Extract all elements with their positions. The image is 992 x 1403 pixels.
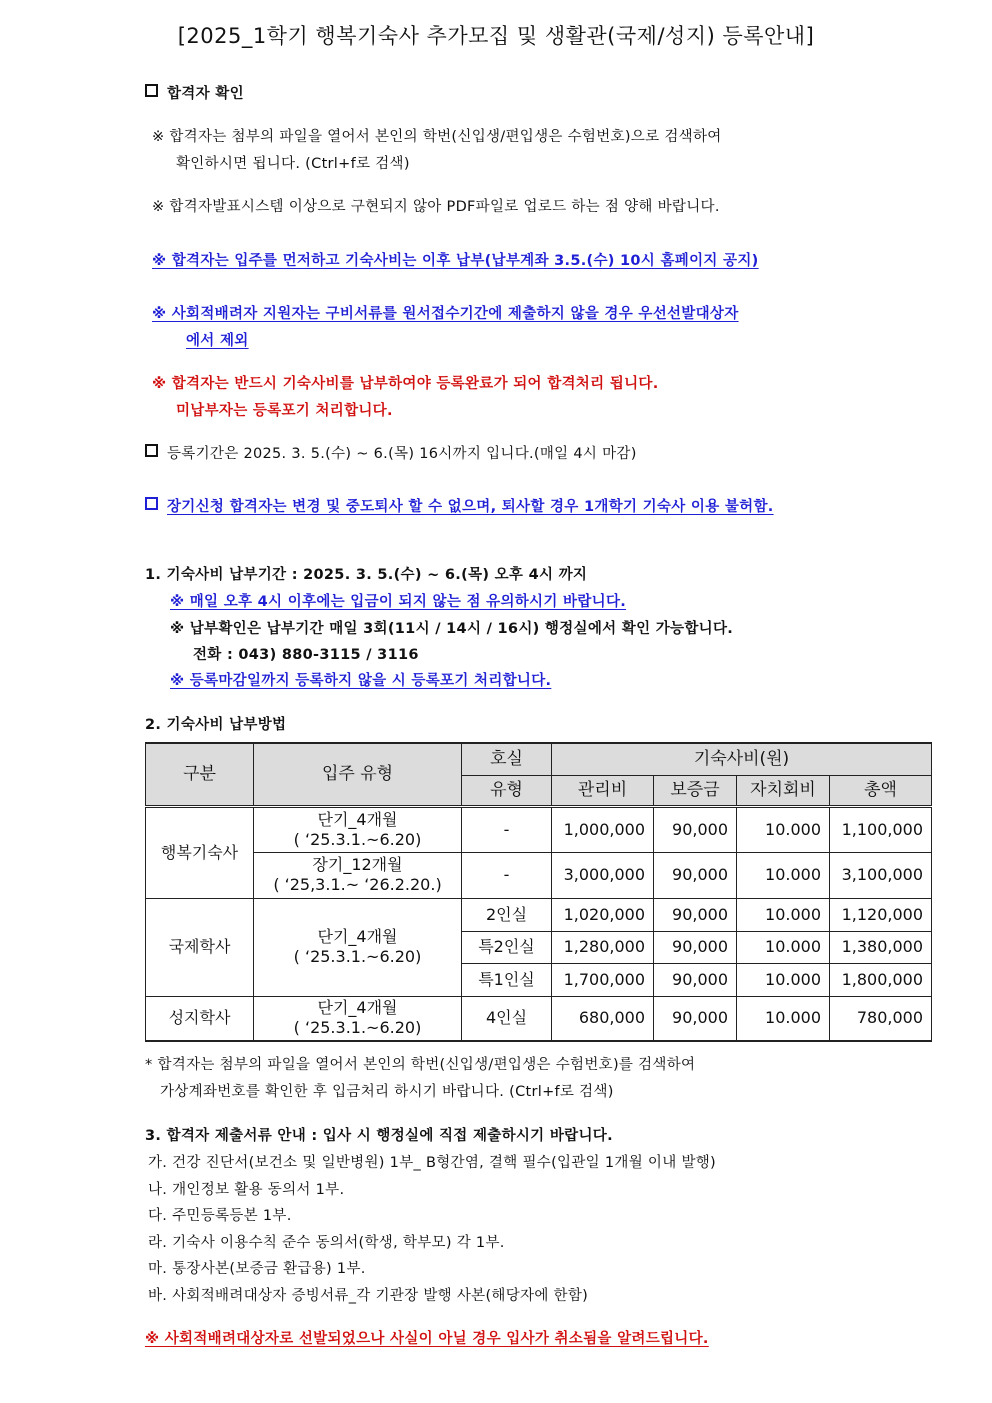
checkbox-square-icon — [145, 497, 158, 510]
header-dorm-fee: 기숙사비(원) — [552, 743, 932, 775]
checkbox-square-icon — [145, 444, 158, 457]
residence-type-name: 장기_12개월 — [312, 855, 403, 874]
header-room-type-line1: 호실 — [462, 743, 552, 775]
header-deposit: 보증금 — [654, 775, 737, 806]
note-search-line1: ※ 합격자는 첨부의 파일을 열어서 본인의 학번(신입생/편입생은 수험번호)으로 검색하여 — [152, 129, 722, 145]
documents-heading: 3. 합격자 제출서류 안내 : 입사 시 행정실에 직접 제출하시기 바랍니다. — [145, 1128, 613, 1144]
confirm-heading — [145, 82, 244, 103]
header-category: 구분 — [146, 743, 254, 806]
room-type-cell: - — [462, 806, 552, 852]
header-room-type-line2: 유형 — [462, 775, 552, 806]
council-fee-cell: 10.000 — [737, 963, 830, 996]
header-total: 총액 — [830, 775, 932, 806]
long-term-notice — [145, 495, 774, 516]
note-must-pay-line1: ※ 합격자는 반드시 기숙사비를 납부하여야 등록완료가 되어 합격처리 됩니다. — [152, 376, 659, 392]
management-fee-cell: 1,280,000 — [552, 931, 654, 963]
registration-deadline-note: ※ 등록마감일까지 등록하지 않을 시 등록포기 처리합니다. — [170, 673, 552, 689]
document-item: 마. 통장사본(보증금 환급용) 1부. — [148, 1261, 366, 1277]
total-cell: 3,100,000 — [830, 852, 932, 898]
header-management-fee: 관리비 — [552, 775, 654, 806]
total-cell: 1,120,000 — [830, 898, 932, 931]
payment-check-note: ※ 납부확인은 납부기간 매일 3회(11시 / 14시 / 16시) 행정실에서 확인 가능합니다. — [170, 621, 734, 637]
total-cell: 780,000 — [830, 996, 932, 1041]
total-cell: 1,100,000 — [830, 806, 932, 852]
registration-period-text: 등록기간은 2025. 3. 5.(수) ~ 6.(목) 16시까지 입니다.(매일 4시 마감) — [167, 446, 637, 462]
table-footnote-line1: * 합격자는 첨부의 파일을 열어서 본인의 학번(신입생/편입생은 수험번호)를 검색하여 — [145, 1057, 696, 1073]
deposit-cell: 90,000 — [654, 996, 737, 1041]
page-title: [2025_1학기 행복기숙사 추가모집 및 생활관(국제/성지) 등록안내] — [177, 24, 815, 48]
residence-type-name: 단기_4개월 — [317, 809, 398, 829]
room-type-cell: 특2인실 — [462, 931, 552, 963]
payment-deadline-note: ※ 매일 오후 4시 이후에는 입금이 되지 않는 점 유의하시기 바랍니다. — [170, 594, 627, 610]
room-type-cell: 2인실 — [462, 898, 552, 931]
note-social-care-line2: 에서 제외 — [186, 333, 249, 349]
table-row — [146, 996, 932, 1041]
category-happy-dorm: 행복기숙사 — [146, 806, 254, 898]
residence-type-cell — [254, 898, 462, 996]
council-fee-cell: 10.000 — [737, 852, 830, 898]
note-must-pay-line2: 미납부자는 등록포기 처리합니다. — [176, 403, 393, 419]
management-fee-cell: 1,020,000 — [552, 898, 654, 931]
office-phone: 전화 : 043) 880-3115 / 3116 — [193, 647, 419, 663]
residence-type-period: ( ‘25.3.1.~6.20) — [293, 947, 422, 966]
table-footnote-line2: 가상계좌번호를 확인한 후 입금처리 하시기 바랍니다. (Ctrl+f로 검색) — [160, 1084, 614, 1100]
note-search-line2: 확인하시면 됩니다. (Ctrl+f로 검색) — [176, 156, 410, 172]
management-fee-cell: 1,700,000 — [552, 963, 654, 996]
document-item: 라. 기숙사 이용수칙 준수 동의서(학생, 학부모) 각 1부. — [148, 1235, 505, 1251]
residence-type-period: ( ‘25.3.1.~6.20) — [293, 1018, 422, 1038]
residence-type-name: 단기_4개월 — [317, 998, 398, 1018]
document-item: 바. 사회적배려대상자 증빙서류_각 기관장 발행 사본(해당자에 한함) — [148, 1288, 589, 1304]
registration-period — [145, 442, 637, 463]
dormitory-fee-table — [145, 742, 932, 1042]
deposit-cell: 90,000 — [654, 963, 737, 996]
payment-period-heading: 1. 기숙사비 납부기간 : 2025. 3. 5.(수) ~ 6.(목) 오후 4시 까지 — [145, 567, 588, 583]
management-fee-cell: 680,000 — [552, 996, 654, 1041]
council-fee-cell: 10.000 — [737, 898, 830, 931]
category-seongji-hall: 성지학사 — [146, 996, 254, 1041]
residence-type-cell — [254, 996, 462, 1041]
residence-type-cell — [254, 806, 462, 852]
deposit-cell: 90,000 — [654, 852, 737, 898]
document-item: 가. 건강 진단서(보건소 및 일반병원) 1부_ B형간염, 결핵 필수(입관일 1개월 이내 발행) — [148, 1155, 717, 1171]
residence-type-cell — [254, 852, 462, 898]
note-social-care-line1: ※ 사회적배려자 지원자는 구비서류를 원서접수기간에 제출하지 않을 경우 우선선발대상자 — [152, 306, 739, 322]
residence-type-name: 단기_4개월 — [317, 927, 398, 946]
deposit-cell: 90,000 — [654, 931, 737, 963]
total-cell: 1,380,000 — [830, 931, 932, 963]
council-fee-cell: 10.000 — [737, 996, 830, 1041]
table-row — [146, 806, 932, 852]
note-pdf-upload: ※ 합격자발표시스템 이상으로 구현되지 않아 PDF파일로 업로드 하는 점 양해 바랍니다. — [152, 199, 720, 215]
total-cell: 1,800,000 — [830, 963, 932, 996]
council-fee-cell: 10.000 — [737, 806, 830, 852]
document-item: 다. 주민등록등본 1부. — [148, 1208, 292, 1224]
room-type-cell: - — [462, 852, 552, 898]
long-term-notice-text: 장기신청 합격자는 변경 및 중도퇴사 할 수 없으며, 퇴사할 경우 1개학기 기숙사 이용 불허함. — [167, 499, 774, 515]
document-item: 나. 개인정보 활용 동의서 1부. — [148, 1182, 345, 1198]
residence-type-period: ( ‘25,3.1.~ ‘26.2.20.) — [273, 875, 442, 894]
management-fee-cell: 1,000,000 — [552, 806, 654, 852]
payment-method-heading: 2. 기숙사비 납부방법 — [145, 717, 287, 733]
header-residence-type: 입주 유형 — [254, 743, 462, 806]
residence-type-period: ( ‘25.3.1.~6.20) — [293, 829, 422, 849]
table-row — [146, 852, 932, 898]
confirm-heading-text: 합격자 확인 — [167, 86, 244, 102]
room-type-cell: 4인실 — [462, 996, 552, 1041]
room-type-cell: 특1인실 — [462, 963, 552, 996]
final-warning: ※ 사회적배려대상자로 선발되었으나 사실이 아닐 경우 입사가 취소됨을 알려드립니다. — [145, 1331, 709, 1347]
management-fee-cell: 3,000,000 — [552, 852, 654, 898]
header-council-fee: 자치회비 — [737, 775, 830, 806]
deposit-cell: 90,000 — [654, 898, 737, 931]
category-intl-hall: 국제학사 — [146, 898, 254, 996]
note-move-in-first: ※ 합격자는 입주를 먼저하고 기숙사비는 이후 납부(납부계좌 3.5.(수) 10시 홈페이지 공지) — [152, 253, 759, 269]
council-fee-cell: 10.000 — [737, 931, 830, 963]
checkbox-square-icon — [145, 84, 158, 97]
deposit-cell: 90,000 — [654, 806, 737, 852]
table-row — [146, 898, 932, 931]
